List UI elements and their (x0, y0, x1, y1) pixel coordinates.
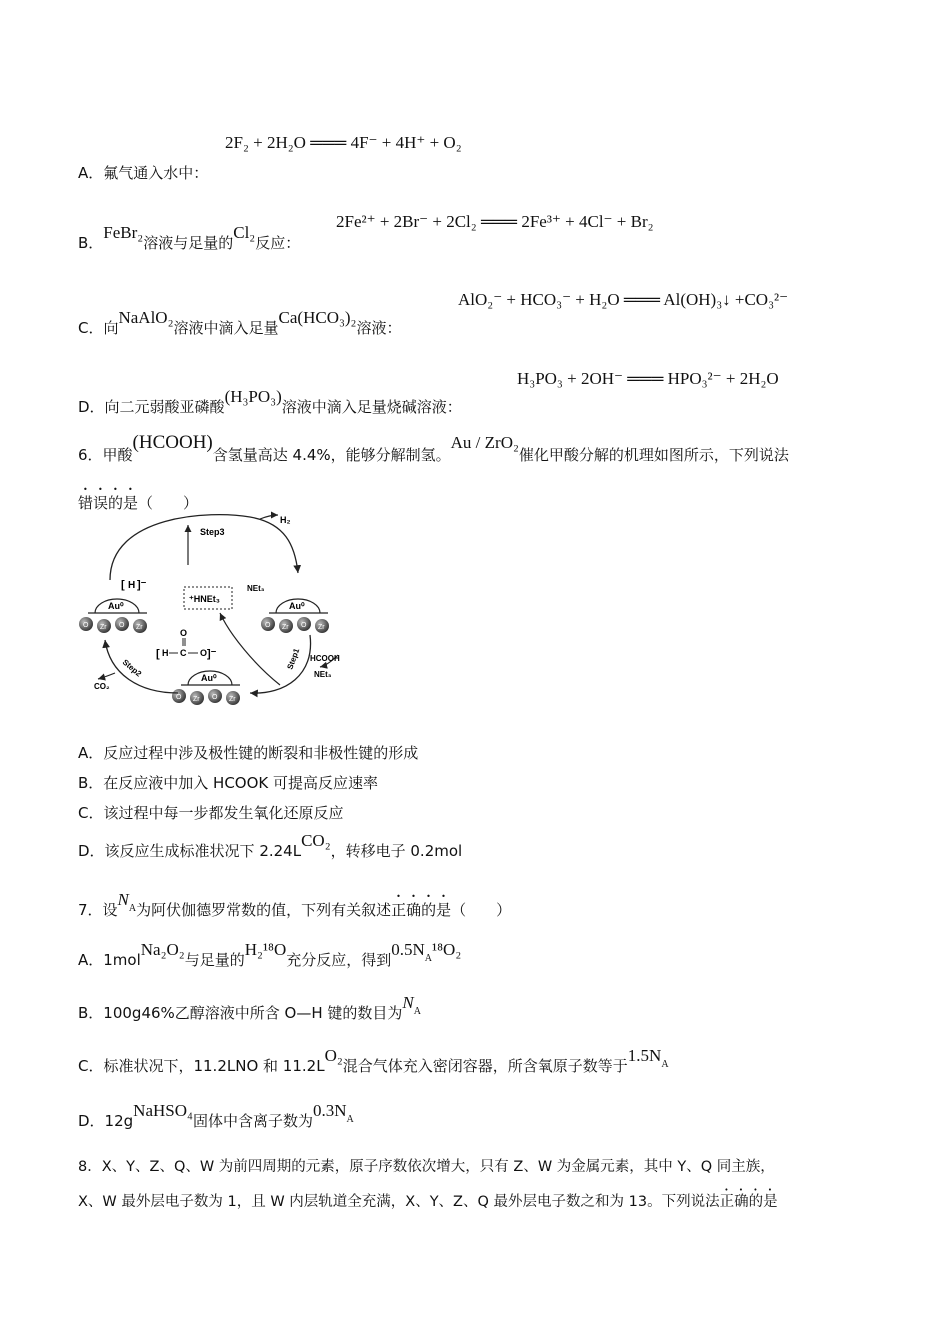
q7-option-b (78, 993, 421, 1023)
q8-line1: 8．X、Y、Z、Q、W 为前四周期的元素，原子序数依次增大，只有 Z、W 为金属元素，其中 Y、Q 同主族， (78, 1159, 775, 1175)
q6-paren: （ ） (138, 494, 199, 512)
step3-label: Step3 (200, 527, 225, 537)
q5-b-text2: 反应： (255, 234, 301, 252)
q7-option-c (78, 1046, 669, 1076)
co2-label: CO₂ (94, 682, 110, 691)
h2-arrow (260, 515, 278, 519)
q8-emphasis: 正确的是 (719, 1194, 778, 1210)
q6-emphasis: 错误的是 (78, 494, 139, 512)
q5-b-line (78, 223, 301, 253)
q5-b-prefix: B． (78, 234, 104, 252)
q7-option-d (78, 1101, 354, 1131)
q5-c-reagent: NaAlO₂ (118, 308, 174, 327)
q7-d-f2: 0.3N (312, 1101, 347, 1120)
q6-text1: 含氢量高达 4.4%，能够分解制氢。 (212, 446, 451, 464)
q5-c-text2: 溶液： (356, 319, 402, 337)
q5-d-equation: H₃PO₃ + 2OH⁻ ═══ HPO₃²⁻ + 2H₂O (517, 369, 779, 388)
step3-arrow (110, 515, 298, 580)
svg-text:[: [ (156, 648, 160, 660)
q7-b-prefix: B．100g46%乙醇溶液中所含 O—H 键的数目为 (78, 1004, 403, 1022)
hydride-bracket-close: ]⁻ (137, 579, 147, 591)
au-label-topright: Au⁰ (289, 601, 305, 611)
q7-c-t1: 混合气体充入密闭容器，所含氧原子数等于 (342, 1057, 628, 1075)
q7-stem (78, 892, 511, 920)
hydride-label: H (128, 580, 136, 591)
q7-text1: 为阿伏伽德罗常数的值，下列有关叙述 (136, 901, 392, 919)
formate-h: H (162, 648, 169, 658)
q5-d-reagent: (H₃PO₃) (224, 387, 282, 406)
q7-a-t1: 与足量的 (184, 951, 245, 969)
q7-a-t2: 充分反应，得到 (286, 951, 392, 969)
formate-c: C (180, 648, 187, 658)
q7-emphasis: 正确的是 (391, 901, 452, 919)
q5-c-line (78, 308, 402, 338)
q7-a-f4: ¹⁸O₂ (432, 940, 462, 959)
formate-top-o: O (180, 628, 188, 638)
q7-c-f1: O₂ (324, 1046, 343, 1065)
au-label-bottom: Au⁰ (201, 673, 217, 683)
formate-o: O (200, 648, 208, 658)
q5-d-text1: 溶液中滴入足量烧碱溶液： (281, 398, 462, 416)
q6-num: 6．甲酸 (78, 446, 133, 464)
q6-d-prefix: D．该反应生成标准状况下 2.24L (78, 842, 302, 860)
q7-num: 7．设 (78, 901, 118, 919)
q7-b-f1-sub: A (413, 1006, 421, 1017)
q5-c-text1: 溶液中滴入足量 (173, 319, 279, 337)
q7-b-f1: N (402, 993, 414, 1012)
step2-label: Step2 (120, 657, 144, 679)
svg-text:Zr: Zr (136, 624, 143, 631)
svg-text:O: O (212, 694, 218, 701)
svg-text:O: O (119, 622, 125, 629)
q5-b-text1: 溶液与足量的 (143, 234, 234, 252)
svg-text:O: O (83, 622, 89, 629)
step1-label: Step1 (285, 647, 302, 671)
hnet3-label: ⁺HNEt₃ (189, 594, 220, 604)
q7-c-f2: 1.5N (627, 1046, 662, 1065)
svg-text:]⁻: ]⁻ (207, 648, 217, 660)
h2-label: H₂ (280, 515, 291, 525)
au-label-topleft: Au⁰ (108, 601, 124, 611)
svg-text:Zr: Zr (100, 624, 107, 631)
q7-c-prefix: C．标准状况下，11.2LNO 和 11.2L (78, 1057, 325, 1075)
q6-text2: 催化甲酸分解的机理如图所示，下列说法 (518, 446, 789, 464)
q7-a-f3: 0.5N (391, 940, 425, 959)
q7-d-f2-sub: A (346, 1114, 354, 1125)
q6-option-c: C．该过程中每一步都发生氧化还原反应 (78, 804, 344, 822)
q7-paren: （ ） (451, 901, 512, 919)
q5-d-prefix: D．向二元弱酸亚磷酸 (78, 398, 225, 416)
q5-b-equation: 2Fe²⁺ + 2Br⁻ + 2Cl₂ ═══ 2Fe³⁺ + 4Cl⁻ + Br₂ (336, 212, 654, 231)
hcooh-label: HCOOH (310, 654, 340, 663)
q6-option-b: B．在反应液中加入 HCOOK 可提高反应速率 (78, 774, 379, 792)
q7-na-sub: A (128, 903, 137, 914)
svg-text:O: O (265, 622, 271, 629)
zro2-support-topright (261, 617, 329, 633)
hydride-bracket: [ (121, 579, 125, 591)
q8-line2 (78, 1186, 778, 1211)
q7-a-prefix: A．1mol (78, 951, 141, 969)
mechanism-diagram (70, 505, 370, 715)
svg-text:Zr: Zr (318, 624, 325, 631)
q7-c-f2-sub: A (661, 1059, 669, 1070)
q6-formula: (HCOOH) (132, 432, 213, 453)
q7-d-f1: NaHSO₄ (133, 1101, 193, 1120)
zro2-support-topleft (79, 617, 147, 633)
q6-option-d (78, 831, 463, 861)
q6-stem-line1 (78, 432, 789, 466)
q5-c-reagent2: Ca(HCO₃)₂ (278, 308, 357, 327)
svg-text:O: O (176, 694, 182, 701)
step1-arrow (250, 635, 311, 693)
q7-a-f2: H₂¹⁸O (244, 940, 287, 959)
svg-text:Zr: Zr (282, 624, 289, 631)
q7-d-t1: 固体中含离子数为 (192, 1112, 313, 1130)
q6-catalyst: Au / ZrO₂ (450, 433, 519, 452)
svg-text:Zr: Zr (229, 696, 236, 703)
net3-label-top: NEt₃ (247, 584, 265, 593)
q6-option-a: A．反应过程中涉及极性键的断裂和非极性键的形成 (78, 744, 419, 762)
svg-text:O: O (301, 622, 307, 629)
q5-c-prefix: C．向 (78, 319, 119, 337)
q5-c-equation: AlO₂⁻ + HCO₃⁻ + H₂O ═══ Al(OH)₃↓ +CO₃²⁻ (458, 290, 789, 309)
q7-na: N (117, 890, 129, 909)
q8-line2-text: X、W 最外层电子数为 1，且 W 内层轨道全充满，X、Y、Z、Q 最外层电子数之和为 13。下列说法 (78, 1194, 720, 1210)
q7-a-f1: Na₂O₂ (140, 940, 185, 959)
q5-a-prefix: A．氟气通入水中： (78, 164, 209, 182)
svg-text:Zr: Zr (193, 696, 200, 703)
net3-label-bottom: NEt₃ (314, 670, 332, 679)
q5-d-line (78, 387, 462, 417)
q7-a-f3-sub: A (424, 953, 433, 964)
q5-a-equation: 2F₂ + 2H₂O ═══ 4F⁻ + 4H⁺ + O₂ (225, 133, 462, 152)
q6-d-formula: CO₂ (301, 831, 331, 850)
q7-option-a (78, 940, 462, 970)
zro2-support-bottom (172, 689, 240, 705)
co2-out-arrow (98, 673, 115, 679)
q6-d-suffix: ，转移电子 0.2mol (330, 842, 463, 860)
q5-b-reagent: FeBr₂ (103, 223, 144, 242)
q5-b-reagent2: Cl₂ (233, 223, 256, 242)
q7-d-prefix: D．12g (78, 1112, 134, 1130)
